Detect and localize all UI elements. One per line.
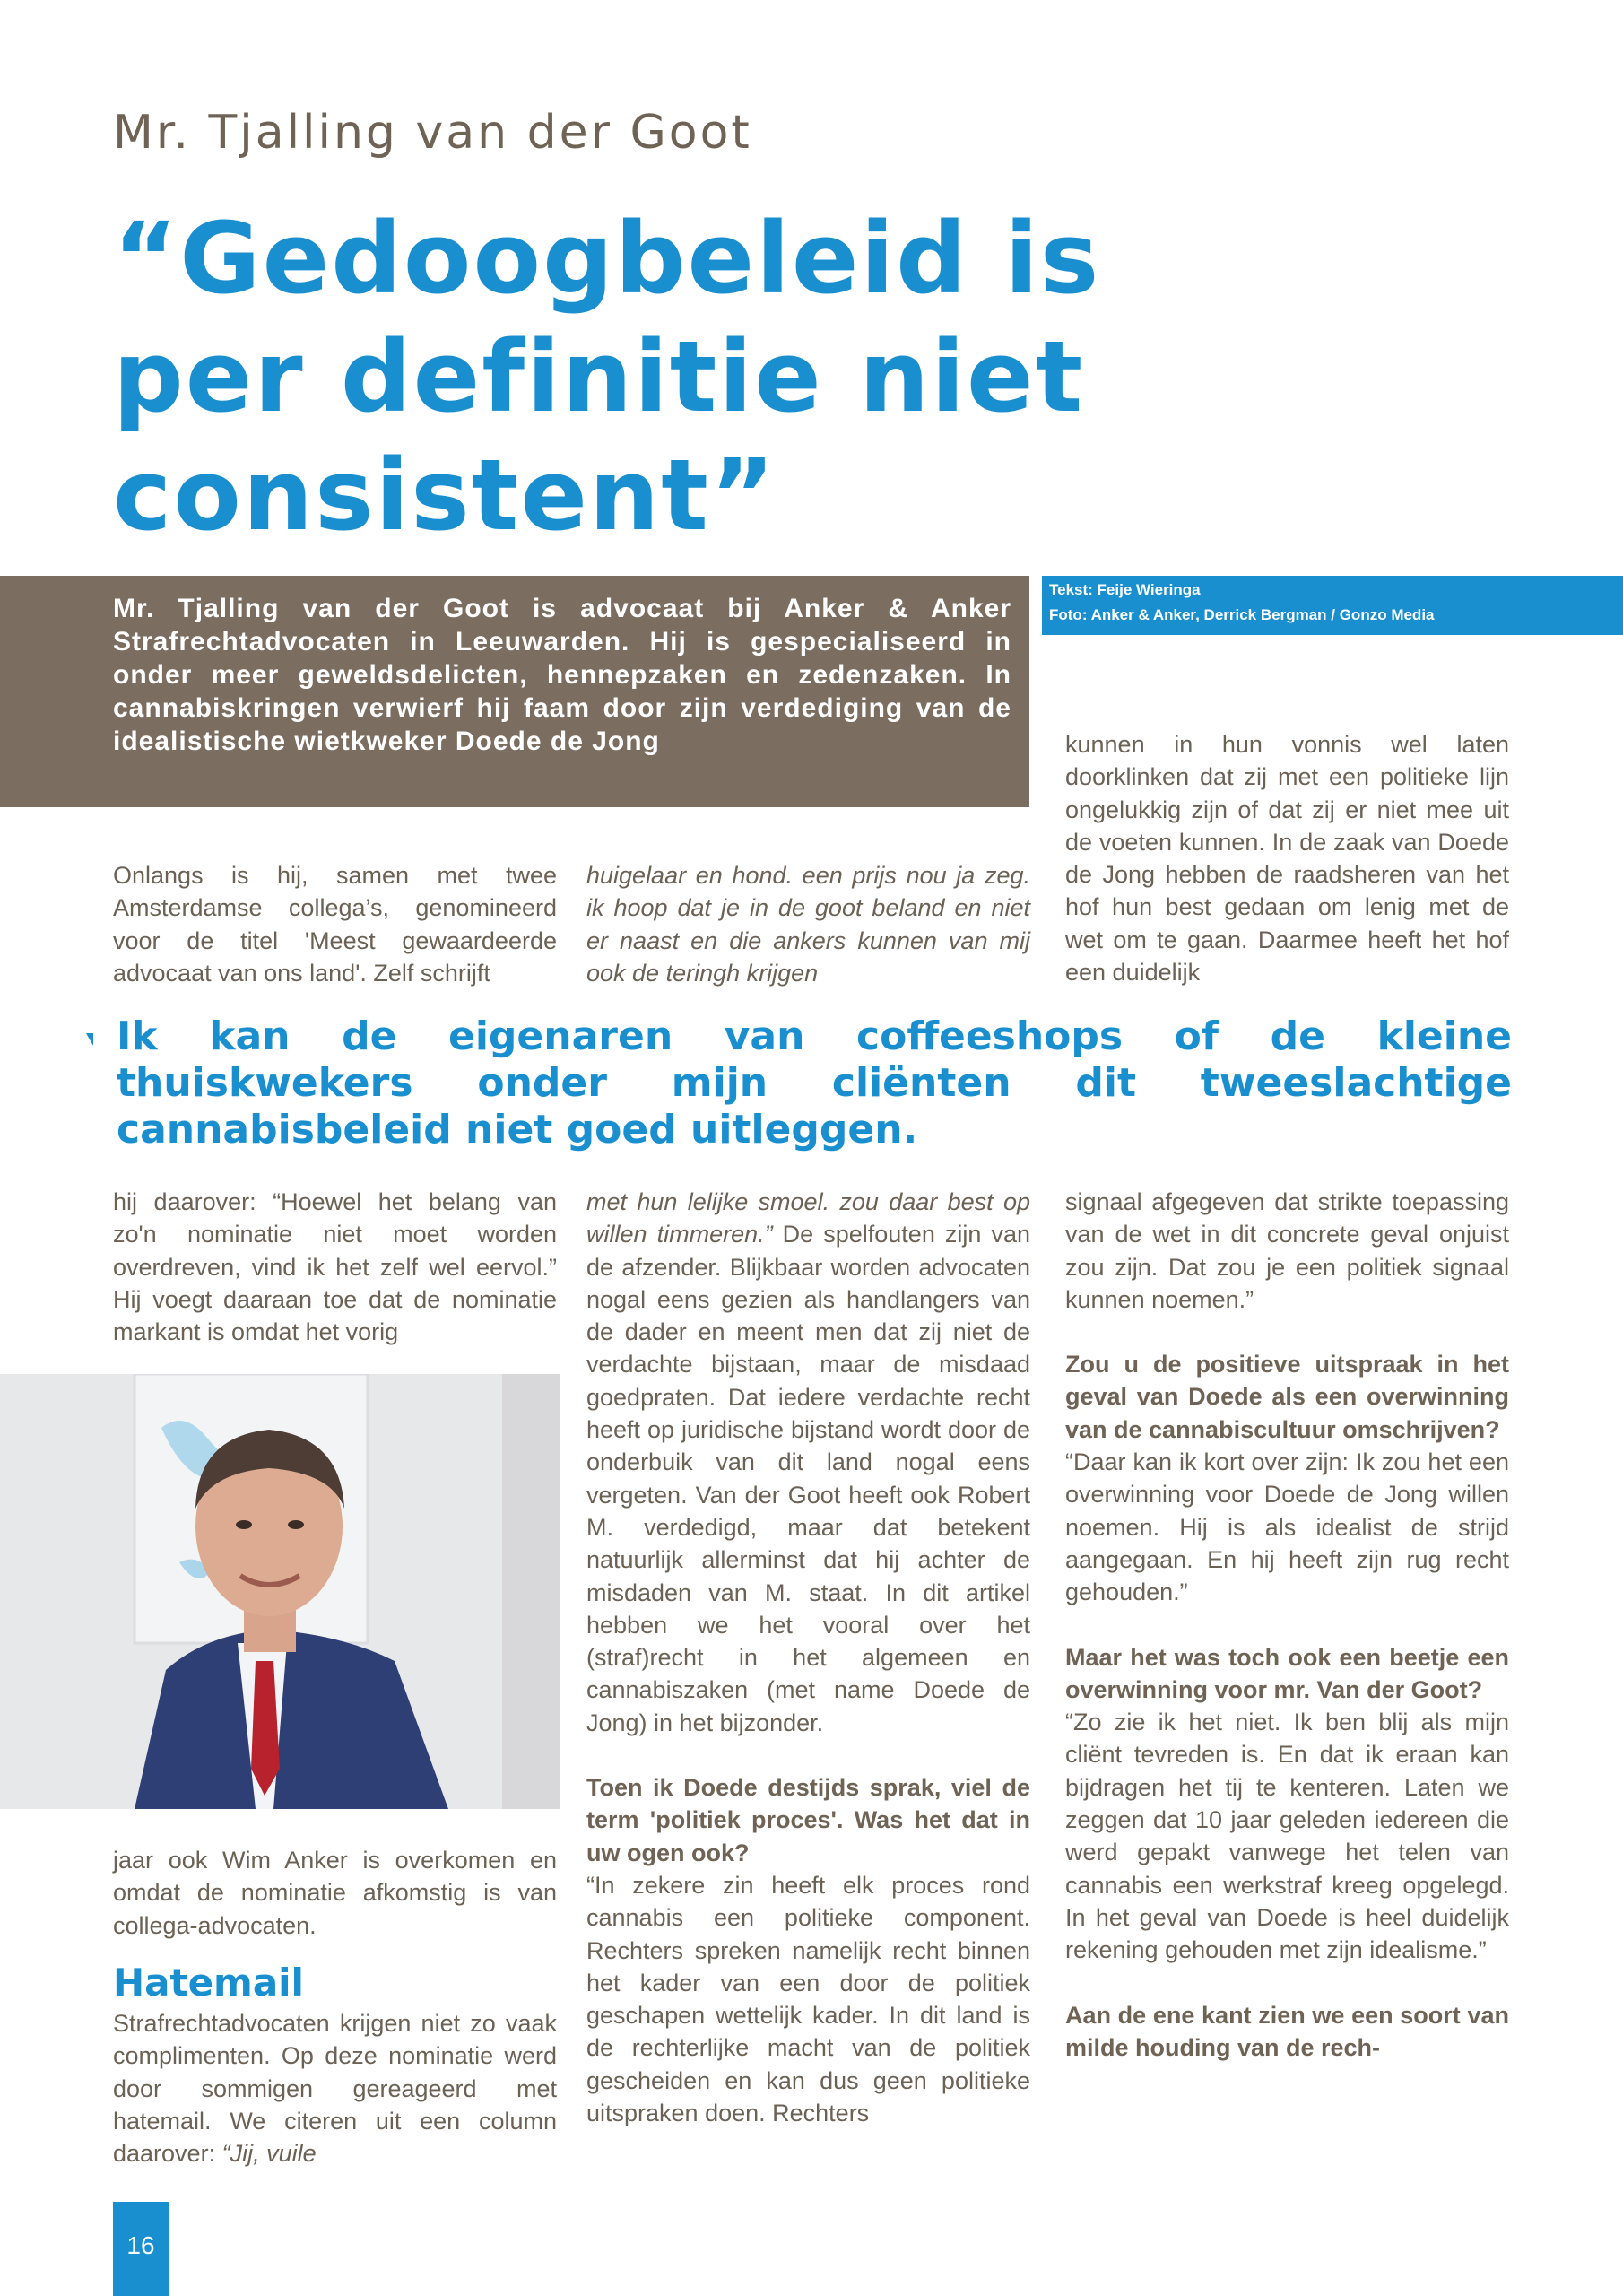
col1-top-text: Onlangs is hij, samen met twee Amsterdamse collega’s, genomineerd voor de titel 'Meest gewaardeerde advocaat van ons land'. Zelf schrijft [113, 862, 557, 987]
headline-line-1: “Gedoogbeleid is [113, 201, 1101, 316]
col2-mid-text: De spelfouten zijn van de afzender. Blijkbaar worden advocaten nogal eens gezien als handlangers van de dader en meent men dat zij niet de verdachte bijstaan, maar de misdaad goedpraten. Dat iedere verdachte recht heeft op juridische bijstand wordt door de onderbuik van dit land nogal eens vergeten. Van der Goot heeft ook Robert M. verdedigd, maar dat betekent natuurlijk allerminst dat hij achter de misdaden van M. staat. In dit artikel hebben we het vooral over het (straf)recht in het algemeen en cannabiszaken (met name Doede de Jong) in het bijzonder. [586, 1221, 1030, 1736]
col3-answer-2: “Zo zie ik het niet. Ik ben blij als mijn cliënt tevreden is. En dat ik eraan kan bijdragen het tij te kenteren. Laten we zeggen dat 10 jaar geleden iedereen die werd gepakt vanwege het telen van cannabis een werkstraf kreeg opgelegd. In het geval van Doede is heel duidelijk rekening gehouden met zijn idealisme.” [1065, 1709, 1509, 1964]
column-2-top [586, 859, 1030, 989]
pull-quote-text: Ik kan de eigenaren van coffeeshops of de kleine thuiskwekers onder mijn cliënten dit tweeslachtige cannabisbeleid niet goed uitleggen. [117, 1013, 1512, 1152]
credit-text: Tekst: Feije Wieringa [1049, 581, 1201, 598]
col2-mid-paragraph [586, 1186, 1030, 1739]
column-1-top [113, 859, 557, 989]
headline-line-2: per definitie niet [113, 319, 1085, 434]
col2-answer: “In zekere zin heeft elk proces rond cannabis een politieke component. Rechters spreken namelijk recht binnen het kader van een door de politiek geschapen wettelijk kader. In dit land is de rechterlijke macht van de politiek gescheiden en kan dus geen politieke uitspraken doen. Rechters [586, 1871, 1030, 2127]
col3-mid-text: signaal afgegeven dat strikte toepassing van de wet in dit concrete geval onjuist zou zijn. Dat zou je een politiek signaal kunnen noemen.” [1065, 1188, 1509, 1313]
col3-question-1: Zou u de positieve uitspraak in het geval van Doede als een overwinning van de cannabiscultuur omschrijven? [1065, 1351, 1509, 1443]
headline-line-3: consistent” [113, 438, 777, 552]
col1-mid-text: hij daarover: “Hoewel het belang van zo'n nominatie niet moet worden overdreven, vind ik het zelf wel eervol.” Hij voegt daaraan toe dat de nominatie markant is omdat het vorig [113, 1188, 557, 1346]
col1-hatemail-paragraph [113, 2007, 557, 2170]
column-3-mid [1065, 1186, 1509, 2064]
column-2-mid [586, 1186, 1030, 2129]
col1-bottom-text: jaar ook Wim Anker is overkomen en omdat de nominatie afkomstig is van collega-advocaten. [113, 1847, 557, 1939]
intro-text: Mr. Tjalling van der Goot is advocaat bij Anker & Anker Strafrechtadvocaten in Leeuwarden. Hij is gespecialiseerd in onder meer geweldsdelicten, hennepzaken en zedenzaken. In cannabiskringen verwierf hij faam door zijn verdediging van de idealistische wietkweker Doede de Jong [113, 594, 1011, 756]
col2-question: Toen ik Doede destijds sprak, viel de term 'politiek proces'. Was het dat in uw ogen ook? [586, 1774, 1030, 1866]
col1-hatemail-quote: “Jij, vuile [221, 2140, 317, 2168]
column-1-mid [113, 1186, 557, 1348]
col2-mid-italic: met hun lelijke smoel. zou daar best op willen timmeren.” [586, 1188, 1030, 1248]
column-1-bottom [113, 1844, 557, 1942]
column-1-hatemail [113, 2007, 557, 2170]
page-number: 16 [126, 2231, 155, 2259]
col3-answer-1: “Daar kan ik kort over zijn: Ik zou het een overwinning voor Doede de Jong willen noemen. Hij is als idealist de strijd aangegaan. En hij heeft zijn rug recht gehouden.” [1065, 1448, 1509, 1606]
headline [113, 199, 1350, 554]
col3-question-3: Aan de ene kant zien we een soort van milde houding van de rech- [1065, 2001, 1509, 2061]
col2-top-text: huigelaar en hond. een prijs nou ja zeg. ik hoop dat je in de goot beland en niet er naast en die ankers kunnen van mij ook de teringh krijgen [586, 862, 1030, 987]
kicker: Mr. Tjalling van der Goot [113, 106, 752, 160]
portrait-illustration [0, 1374, 560, 1809]
quote-mark-icon [86, 1033, 93, 1046]
col1-hatemail-text: Strafrechtadvocaten krijgen niet zo vaak complimenten. Op deze nominatie werd door sommigen gereageerd met hatemail. We citeren uit een column daarover: [113, 2010, 557, 2168]
col3-question-2: Maar het was toch ook een beetje een overwinning voor mr. Van der Goot? [1065, 1643, 1509, 1703]
hatemail-heading: Hatemail [113, 1961, 304, 2005]
column-3-top [1065, 728, 1509, 988]
credit-photo: Foto: Anker & Anker, Derrick Bergman / Gonzo Media [1049, 606, 1435, 623]
col3-top-text: kunnen in hun vonnis wel laten doorklinken dat zij met een politieke lijn ongelukkig zijn of dat zij er niet mee uit de voeten kunnen. In de zaak van Doede de Jong hebben de raadsheren van het hof hun best gedaan om lenig met de wet om te gaan. Daarmee heeft het hof een duidelijk [1065, 731, 1509, 987]
portrait-photo [0, 1374, 560, 1809]
